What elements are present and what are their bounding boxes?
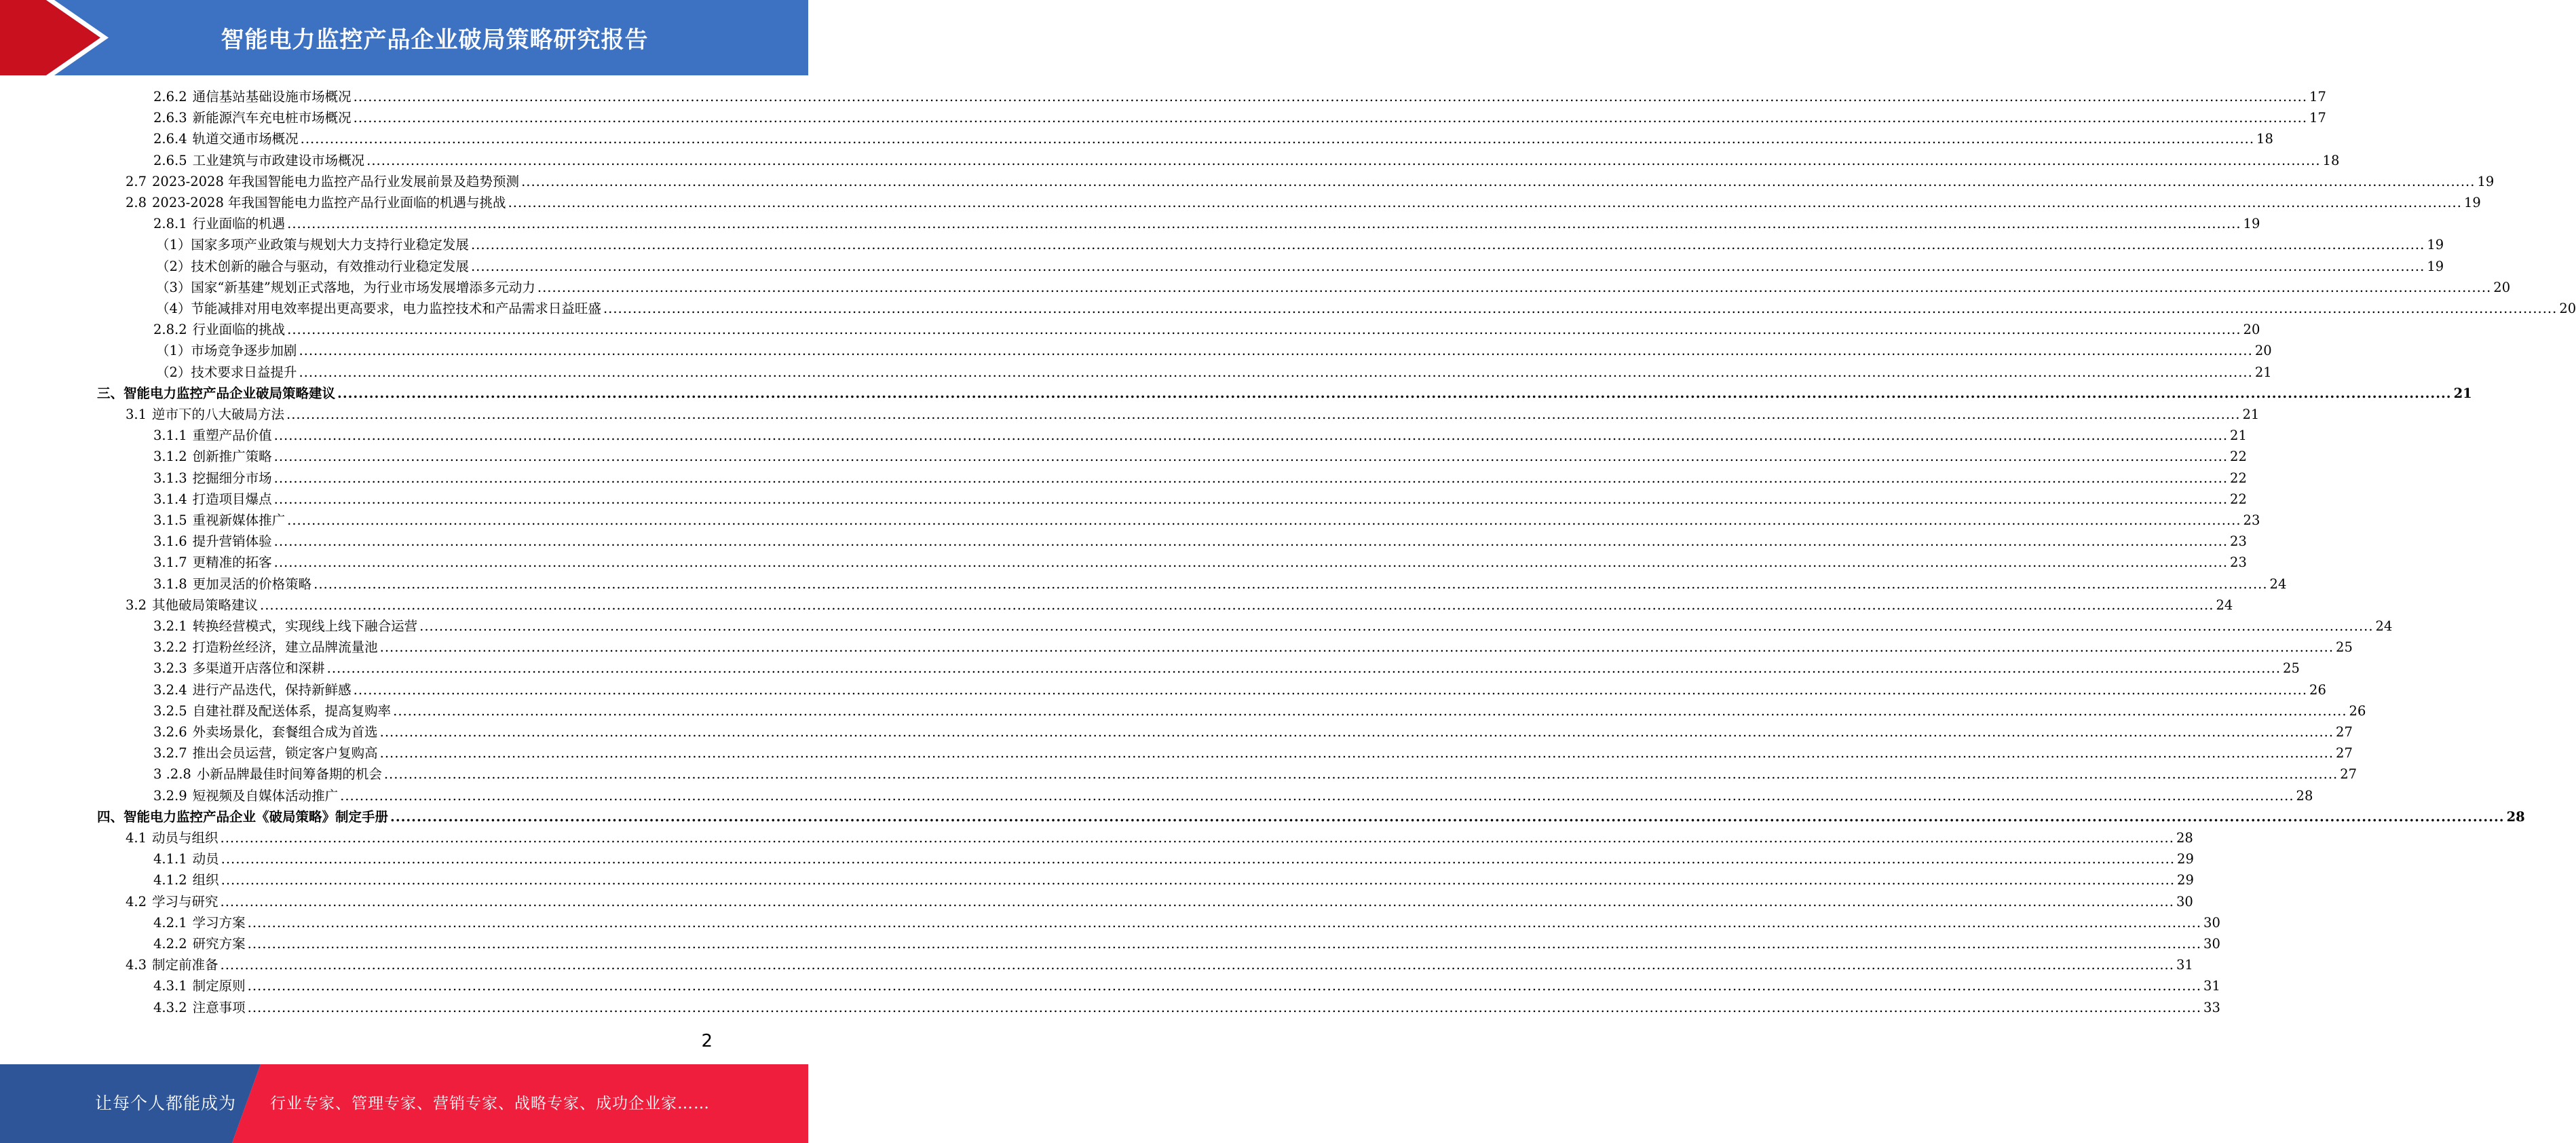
- toc-entry-title: 自建社群及配送体系，提高复购率: [192, 702, 392, 719]
- toc-entry-title: 行业面临的机遇: [192, 216, 286, 232]
- toc-entry[interactable]: [153, 722, 2353, 743]
- toc-entry-title: 通信基站基础设施市场概况: [192, 89, 352, 105]
- toc-entry-number: 3.1.4: [153, 491, 187, 507]
- toc-entry-title: 其他破局策略建议: [152, 597, 259, 613]
- toc-dot-leader: ................................................................................................................................................................................................................................................................................................................................................................................................................: [247, 999, 2202, 1015]
- toc-entry-page: 27: [2336, 745, 2353, 762]
- toc-entry[interactable]: [153, 912, 2220, 933]
- toc-entry-number: 2.8: [126, 195, 147, 210]
- toc-entry[interactable]: [153, 743, 2353, 764]
- toc-entry[interactable]: [126, 891, 2193, 912]
- toc-dot-leader: ................................................................................................................................................................................................................................................................................................................................................................................................................: [299, 364, 2253, 380]
- toc-entry[interactable]: [153, 869, 2194, 891]
- toc-entry-page: 28: [2176, 830, 2193, 846]
- toc-entry-page: 26: [2349, 702, 2366, 719]
- toc-entry-number: 3.2.5: [153, 702, 187, 719]
- toc-entry-title: 进行产品迭代，保持新鲜感: [192, 681, 352, 698]
- toc-entry-number: 2.6.5: [153, 152, 187, 168]
- toc-entry[interactable]: [153, 213, 2260, 234]
- toc-dot-leader: ................................................................................................................................................................................................................................................................................................................................................................................................................: [393, 702, 2347, 719]
- toc-entry-number: 2.7: [126, 173, 147, 189]
- toc-entry-number: 3.1.3: [153, 470, 187, 486]
- toc-entry[interactable]: [153, 128, 2273, 149]
- toc-entry-number: 2.6.4: [153, 131, 187, 147]
- toc-entry-title: 市场竞争逐步加剧: [191, 343, 297, 359]
- toc-dot-leader: ................................................................................................................................................................................................................................................................................................................................................................................................................: [260, 597, 2214, 613]
- toc-entry[interactable]: [153, 86, 2326, 107]
- toc-dot-leader: ................................................................................................................................................................................................................................................................................................................................................................................................................: [273, 470, 2229, 486]
- toc-entry-title: 注意事项: [192, 999, 246, 1015]
- toc-entry-number: （4）: [156, 301, 191, 316]
- toc-dot-leader: ................................................................................................................................................................................................................................................................................................................................................................................................................: [287, 512, 2241, 528]
- toc-entry-page: 24: [2216, 597, 2233, 613]
- toc-entry-page: 18: [2256, 131, 2273, 147]
- toc-entry-title: 国家“新基建”规划正式落地，为行业市场发展增添多元动力: [191, 279, 535, 295]
- toc-entry-number: 四、: [97, 808, 124, 825]
- toc-entry[interactable]: [153, 319, 2260, 340]
- toc-entry[interactable]: [126, 404, 2260, 425]
- toc-entry[interactable]: [153, 616, 2393, 637]
- toc-entry-page: 30: [2203, 936, 2220, 952]
- toc-entry-page: 31: [2203, 978, 2220, 994]
- toc-entry-title: 动员与组织: [152, 830, 219, 846]
- toc-entry-title: 学习与研究: [152, 893, 219, 910]
- toc-entry-title: 短视频及自媒体活动推广: [192, 787, 339, 804]
- toc-dot-leader: ................................................................................................................................................................................................................................................................................................................................................................................................................: [273, 428, 2229, 444]
- toc-entry-title: 重塑产品价值: [192, 428, 272, 444]
- toc-dot-leader: ................................................................................................................................................................................................................................................................................................................................................................................................................: [273, 533, 2229, 550]
- toc-entry-page: 17: [2309, 89, 2326, 105]
- toc-entry[interactable]: [126, 595, 2233, 616]
- toc-entry-number: 4.2.2: [153, 936, 187, 952]
- toc-dot-leader: ................................................................................................................................................................................................................................................................................................................................................................................................................: [247, 978, 2202, 994]
- toc-dot-leader: ................................................................................................................................................................................................................................................................................................................................................................................................................: [353, 89, 2308, 105]
- toc-entry-page: 21: [2453, 385, 2472, 401]
- toc-entry-page: 22: [2230, 449, 2247, 465]
- toc-entry-number: 3.2.1: [153, 618, 187, 634]
- toc-entry-page: 21: [2230, 428, 2247, 444]
- toc-entry-number: 3.1.2: [153, 449, 187, 465]
- toc-entry-title: 国家多项产业政策与规划大力支持行业稳定发展: [191, 237, 469, 253]
- toc-entry-number: 2.6.3: [153, 110, 187, 126]
- red-chevron-decoration: [0, 0, 109, 75]
- toc-entry-number: （1）: [156, 343, 191, 359]
- toc-entry-page: 20: [2493, 279, 2511, 295]
- toc-entry-number: 3.2.7: [153, 745, 187, 762]
- toc-entry[interactable]: [153, 574, 2287, 595]
- toc-entry[interactable]: [156, 234, 2444, 255]
- toc-entry[interactable]: [97, 383, 2472, 404]
- toc-dot-leader: ................................................................................................................................................................................................................................................................................................................................................................................................................: [287, 322, 2241, 338]
- toc-entry-number: 3.1.6: [153, 533, 187, 550]
- toc-dot-leader: ................................................................................................................................................................................................................................................................................................................................................................................................................: [326, 660, 2281, 677]
- toc-dot-leader: ................................................................................................................................................................................................................................................................................................................................................................................................................: [221, 872, 2176, 888]
- toc-entry-page: 27: [2340, 766, 2357, 783]
- toc-entry-page: 22: [2230, 491, 2247, 507]
- toc-dot-leader: ................................................................................................................................................................................................................................................................................................................................................................................................................: [470, 237, 2425, 253]
- toc-entry-number: 2.8.2: [153, 322, 187, 338]
- toc-entry-title: 挖掘细分市场: [192, 470, 272, 486]
- toc-entry-title: 工业建筑与市政建设市场概况: [192, 152, 365, 168]
- toc-dot-leader: ................................................................................................................................................................................................................................................................................................................................................................................................................: [247, 914, 2202, 931]
- toc-entry-page: 21: [2254, 364, 2272, 380]
- toc-entry[interactable]: [97, 806, 2525, 827]
- toc-dot-leader: ................................................................................................................................................................................................................................................................................................................................................................................................................: [353, 110, 2308, 126]
- toc-entry-title: 动员: [192, 851, 219, 867]
- toc-entry[interactable]: [153, 531, 2247, 552]
- page-footer-band: [0, 1064, 808, 1143]
- toc-entry[interactable]: [153, 764, 2357, 785]
- toc-entry-title: 学习方案: [192, 914, 246, 931]
- toc-entry-page: 20: [2559, 301, 2576, 316]
- toc-entry-title: 逆市下的八大破局方法: [152, 407, 285, 422]
- toc-entry-page: 19: [2427, 237, 2444, 253]
- toc-entry-title: 2023-2028 年我国智能电力监控产品行业发展前景及趋势预测: [152, 173, 520, 189]
- toc-entry[interactable]: [156, 277, 2511, 298]
- toc-entry-page: 24: [2375, 618, 2393, 634]
- toc-dot-leader: ................................................................................................................................................................................................................................................................................................................................................................................................................: [366, 152, 2321, 168]
- toc-entry-number: 4.3.1: [153, 978, 187, 994]
- toc-entry-title: 外卖场景化，套餐组合成为首选: [192, 724, 378, 740]
- toc-entry-page: 29: [2177, 851, 2194, 867]
- toc-dot-leader: ................................................................................................................................................................................................................................................................................................................................................................................................................: [379, 745, 2334, 762]
- toc-entry-number: 3.1.8: [153, 576, 187, 592]
- toc-entry[interactable]: [153, 446, 2247, 467]
- toc-entry-title: 转换经营模式，实现线上线下融合运营: [192, 618, 418, 634]
- toc-entry-number: 三、: [97, 385, 124, 401]
- toc-entry[interactable]: [153, 552, 2247, 573]
- toc-entry[interactable]: [156, 362, 2272, 383]
- toc-entry-number: 3.2.2: [153, 639, 187, 656]
- toc-entry-number: 2.8.1: [153, 216, 187, 232]
- toc-entry-number: 3.2.9: [153, 787, 187, 804]
- toc-entry-title: 打造粉丝经济，建立品牌流量池: [192, 639, 378, 656]
- toc-dot-leader: ................................................................................................................................................................................................................................................................................................................................................................................................................: [300, 131, 2255, 147]
- toc-entry-number: 3.1: [126, 407, 147, 422]
- footer-slogan-left: 让每个人都能成为: [95, 1093, 237, 1113]
- toc-entry-title: 小新品牌最佳时间筹备期的机会: [196, 766, 382, 783]
- toc-entry-title: 制定前准备: [152, 957, 219, 973]
- toc-entry-title: 组织: [192, 872, 219, 888]
- toc-entry-page: 20: [2254, 343, 2272, 359]
- toc-entry[interactable]: [153, 848, 2194, 869]
- toc-dot-leader: ................................................................................................................................................................................................................................................................................................................................................................................................................: [273, 491, 2229, 507]
- toc-dot-leader: ................................................................................................................................................................................................................................................................................................................................................................................................................: [379, 639, 2334, 656]
- toc-entry-title: 2023-2028 年我国智能电力监控产品行业面临的机遇与挑战: [152, 195, 506, 210]
- toc-dot-leader: ................................................................................................................................................................................................................................................................................................................................................................................................................: [470, 258, 2425, 274]
- toc-dot-leader: ................................................................................................................................................................................................................................................................................................................................................................................................................: [221, 851, 2176, 867]
- toc-dot-leader: ................................................................................................................................................................................................................................................................................................................................................................................................................: [287, 216, 2241, 232]
- toc-entry-page: 19: [2463, 195, 2481, 210]
- toc-entry-page: 30: [2203, 914, 2220, 931]
- toc-entry[interactable]: [126, 954, 2193, 975]
- toc-entry-number: 3 .2.8: [153, 766, 191, 783]
- toc-entry-title: 多渠道开店落位和深耕: [192, 660, 325, 677]
- toc-entry-page: 28: [2506, 808, 2525, 825]
- toc-entry-title: 打造项目爆点: [192, 491, 272, 507]
- toc-entry-title: 新能源汽车充电桩市场概况: [192, 110, 352, 126]
- toc-entry-number: 3.1.5: [153, 512, 187, 528]
- toc-entry[interactable]: [153, 679, 2326, 700]
- toc-entry-title: 智能电力监控产品企业《破局策略》制定手册: [124, 808, 389, 825]
- toc-entry[interactable]: [126, 827, 2193, 848]
- toc-dot-leader: ................................................................................................................................................................................................................................................................................................................................................................................................................: [521, 173, 2476, 189]
- toc-dot-leader: ................................................................................................................................................................................................................................................................................................................................................................................................................: [273, 555, 2229, 571]
- toc-entry-number: 4.1: [126, 830, 147, 846]
- toc-dot-leader: ................................................................................................................................................................................................................................................................................................................................................................................................................: [508, 195, 2462, 210]
- toc-dot-leader: ................................................................................................................................................................................................................................................................................................................................................................................................................: [220, 893, 2174, 910]
- toc-entry-page: 17: [2309, 110, 2326, 126]
- toc-entry-page: 30: [2176, 893, 2193, 910]
- toc-dot-leader: ................................................................................................................................................................................................................................................................................................................................................................................................................: [537, 279, 2492, 295]
- toc-entry[interactable]: [153, 637, 2353, 658]
- toc-dot-leader: ................................................................................................................................................................................................................................................................................................................................................................................................................: [247, 936, 2202, 952]
- toc-entry-number: 3.2: [126, 597, 147, 613]
- toc-entry-title: 轨道交通市场概况: [192, 131, 299, 147]
- toc-entry-number: 3.2.3: [153, 660, 187, 677]
- toc-entry-title: 智能电力监控产品企业破局策略建议: [124, 385, 336, 401]
- toc-entry[interactable]: [153, 510, 2260, 531]
- toc-entry-title: 制定原则: [192, 978, 246, 994]
- toc-entry-title: 更精准的拓客: [192, 555, 272, 571]
- toc-entry-number: （2）: [156, 258, 191, 274]
- toc-entry[interactable]: [153, 975, 2220, 996]
- toc-entry-number: 3.2.6: [153, 724, 187, 740]
- toc-dot-leader: ................................................................................................................................................................................................................................................................................................................................................................................................................: [390, 808, 2505, 825]
- toc-entry-page: 23: [2230, 533, 2247, 550]
- toc-dot-leader: ................................................................................................................................................................................................................................................................................................................................................................................................................: [383, 766, 2338, 783]
- toc-entry-page: 31: [2176, 957, 2193, 973]
- toc-entry[interactable]: [153, 107, 2326, 128]
- toc-entry[interactable]: [153, 658, 2300, 679]
- toc-entry-page: 33: [2203, 999, 2220, 1015]
- toc-entry[interactable]: [153, 700, 2366, 722]
- toc-entry[interactable]: [153, 150, 2340, 171]
- toc-entry-page: 21: [2242, 407, 2260, 422]
- toc-entry-number: 4.3: [126, 957, 147, 973]
- toc-dot-leader: ................................................................................................................................................................................................................................................................................................................................................................................................................: [220, 830, 2174, 846]
- toc-dot-leader: ................................................................................................................................................................................................................................................................................................................................................................................................................: [603, 301, 2558, 316]
- toc-entry[interactable]: [153, 933, 2220, 954]
- toc-entry-number: 3.1.7: [153, 555, 187, 571]
- toc-entry-title: 推出会员运营，锁定客户复购高: [192, 745, 378, 762]
- toc-dot-leader: ................................................................................................................................................................................................................................................................................................................................................................................................................: [314, 576, 2268, 592]
- toc-entry-number: 4.3.2: [153, 999, 187, 1015]
- toc-entry-number: 4.2.1: [153, 914, 187, 931]
- report-title: 智能电力监控产品企业破局策略研究报告: [221, 26, 649, 54]
- toc-dot-leader: ................................................................................................................................................................................................................................................................................................................................................................................................................: [419, 618, 2374, 634]
- toc-entry-title: 节能减排对用电效率提出更高要求，电力监控技术和产品需求日益旺盛: [191, 301, 601, 316]
- toc-entry[interactable]: [126, 192, 2481, 213]
- toc-entry[interactable]: [156, 298, 2576, 319]
- toc-entry-page: 25: [2283, 660, 2300, 677]
- toc-entry-number: （3）: [156, 279, 191, 295]
- toc-entry-page: 19: [2243, 216, 2260, 232]
- toc-dot-leader: ................................................................................................................................................................................................................................................................................................................................................................................................................: [273, 449, 2229, 465]
- toc-dot-leader: ................................................................................................................................................................................................................................................................................................................................................................................................................: [379, 724, 2334, 740]
- toc-entry-page: 29: [2177, 872, 2194, 888]
- toc-entry-page: 25: [2336, 639, 2353, 656]
- toc-entry-title: 技术创新的融合与驱动，有效推动行业稳定发展: [191, 258, 469, 274]
- toc-dot-leader: ................................................................................................................................................................................................................................................................................................................................................................................................................: [299, 343, 2253, 359]
- toc-entry-number: （2）: [156, 364, 191, 380]
- toc-entry[interactable]: [156, 256, 2444, 277]
- toc-entry-title: 行业面临的挑战: [192, 322, 286, 338]
- toc-entry-page: 23: [2243, 512, 2260, 528]
- toc-entry[interactable]: [153, 425, 2247, 446]
- toc-entry-title: 技术要求日益提升: [191, 364, 297, 380]
- toc-entry[interactable]: [153, 785, 2313, 806]
- toc-entry[interactable]: [126, 171, 2495, 192]
- page-number: 2: [701, 1031, 713, 1051]
- toc-entry-number: 4.1.2: [153, 872, 187, 888]
- toc-entry-page: 24: [2269, 576, 2287, 592]
- toc-entry-page: 27: [2336, 724, 2353, 740]
- toc-entry-page: 22: [2230, 470, 2247, 486]
- toc-entry-page: 20: [2243, 322, 2260, 338]
- toc-entry[interactable]: [153, 997, 2220, 1018]
- toc-entry-number: 4.2: [126, 893, 147, 910]
- toc-entry[interactable]: [156, 340, 2272, 361]
- toc-entry[interactable]: [153, 468, 2247, 489]
- toc-entry-page: 19: [2427, 258, 2444, 274]
- toc-entry[interactable]: [153, 489, 2247, 510]
- toc-entry-number: 2.6.2: [153, 89, 187, 105]
- toc-entry-title: 重视新媒体推广: [192, 512, 286, 528]
- toc-entry-title: 更加灵活的价格策略: [192, 576, 312, 592]
- toc-entry-title: 提升营销体验: [192, 533, 272, 550]
- toc-entry-number: 3.1.1: [153, 428, 187, 444]
- toc-entry-number: （1）: [156, 237, 191, 253]
- toc-dot-leader: ................................................................................................................................................................................................................................................................................................................................................................................................................: [340, 787, 2294, 804]
- page-header-band: [0, 0, 808, 75]
- toc-dot-leader: ................................................................................................................................................................................................................................................................................................................................................................................................................: [353, 681, 2308, 698]
- toc-dot-leader: ................................................................................................................................................................................................................................................................................................................................................................................................................: [286, 407, 2241, 422]
- toc-entry-title: 创新推广策略: [192, 449, 272, 465]
- toc-entry-page: 18: [2322, 152, 2340, 168]
- toc-entry-page: 23: [2230, 555, 2247, 571]
- footer-slogan-right: 行业专家、管理专家、营销专家、战略专家、成功企业家……: [270, 1095, 710, 1112]
- toc-entry-page: 19: [2477, 173, 2495, 189]
- toc-entry-title: 研究方案: [192, 936, 246, 952]
- toc-dot-leader: ................................................................................................................................................................................................................................................................................................................................................................................................................: [337, 385, 2452, 401]
- toc-dot-leader: ................................................................................................................................................................................................................................................................................................................................................................................................................: [220, 957, 2174, 973]
- toc-entry-page: 26: [2309, 681, 2326, 698]
- toc-entry-number: 4.1.1: [153, 851, 187, 867]
- toc-entry-page: 28: [2296, 787, 2313, 804]
- toc-entry-number: 3.2.4: [153, 681, 187, 698]
